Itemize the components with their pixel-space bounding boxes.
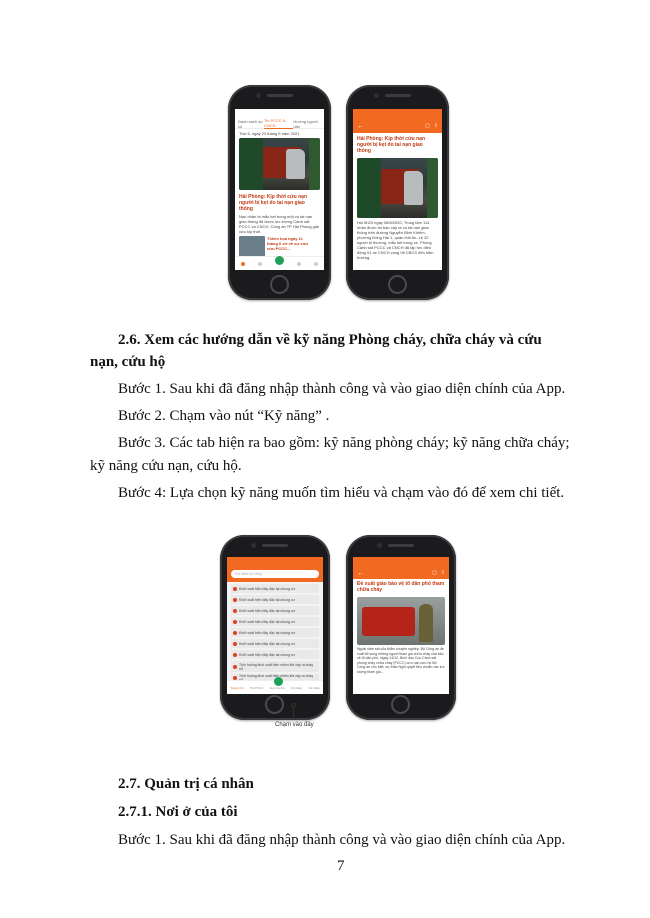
step-4-text: Bước 4: Lựa chọn kỹ năng muốn tìm hiểu và chạm vào đó để xem chi tiết. (118, 485, 565, 501)
skill-detail-screen (353, 557, 449, 694)
tab-call-rescue[interactable]: Gọi cứu hộ (269, 685, 285, 690)
skill-item[interactable]: Khởi xuất hiện đây đặc tại chung cư (231, 584, 319, 593)
detail-headline: Hải Phòng: Kịp thời cứu nạn người bị kẹt do tai nạn giao thông (357, 136, 426, 154)
back-arrow-icon[interactable]: ← (357, 569, 364, 577)
callout-dot (291, 703, 296, 708)
home-button (391, 695, 410, 714)
news-tabs (235, 119, 324, 129)
skill-item[interactable]: Khởi xuất hiện đây đặc tại chung cư (231, 650, 319, 659)
skill-item[interactable]: Tình huống khói xuất hiện nhiều khi xảy ra cháy (231, 674, 319, 681)
tab-news[interactable]: Tin PCCC & CNCH (264, 118, 293, 129)
news-headline[interactable]: Hải Phòng: Kịp thời cứu nạn người bị kẹt do tai nạn giao thông (239, 194, 308, 212)
phone-news-detail (346, 85, 449, 300)
phone-news-list (228, 85, 331, 300)
share-icon[interactable]: ⇪ (440, 570, 445, 576)
callout-line (293, 706, 294, 720)
section-heading-2-6: 2.6. Xem các hướng dẫn về kỹ năng Phòng cháy, chữa cháy và cứu (118, 332, 542, 348)
step-2-text: Bước 2. Chạm vào nút “Kỹ năng” . (118, 408, 330, 424)
back-arrow-icon[interactable]: ← (357, 122, 364, 130)
news-detail-screen (353, 109, 442, 270)
tab-news[interactable]: Tin PCCC (249, 685, 264, 690)
skills-search-input[interactable]: Tìm kiếm kỹ năng (231, 570, 319, 578)
detail-image (357, 158, 438, 218)
phone-skills-list (220, 535, 330, 720)
callout-label: Chạm vào đây (275, 722, 314, 728)
news-list-screen (235, 109, 324, 270)
share-icon[interactable]: ⇪ (433, 123, 438, 129)
section-heading-2-6-cont: nạn, cứu hộ (90, 354, 166, 370)
skills-screen (227, 557, 323, 694)
skills-tab-icon[interactable] (297, 262, 301, 266)
bookmark-icon[interactable]: ▢ (432, 570, 437, 576)
home-tab-icon[interactable] (241, 262, 245, 266)
bookmark-icon[interactable]: ▢ (425, 123, 430, 129)
skill-item[interactable]: Khởi xuất hiện đây đặc tại chung cư (231, 639, 319, 648)
page-number: 7 (337, 858, 345, 874)
tab-incidents[interactable]: Danh sách sự cố (238, 118, 263, 129)
detail-body: Hồi 8h23 ngày 08/6/2020, Trung tâm 114 nhận được tin báo xảy ra vụ tai nạn giao thông trên đường Nguyễn Bỉnh Khiêm, phường Đông Hải 1, quận Hải An. Lệ 32 người bị thương, mắc kẹt trong xe. Phòng Cảnh sát PCCC và CNCH đã lập tức điều động 01 xe CNCH cùng 06 CBCS đến hiện trường. (357, 220, 434, 260)
profile-tab-icon[interactable] (314, 262, 318, 266)
skill-detail-image (357, 597, 445, 645)
tab-home[interactable]: Trang chủ (230, 685, 244, 690)
skill-detail-headline: Đề xuất giáo báo vệ tổ dân phố tham chữa cháy (357, 581, 445, 593)
tab-guides[interactable]: Hướng người dân (293, 118, 318, 129)
home-button (270, 275, 289, 294)
skill-item[interactable]: Khởi xuất hiện đây đặc tại chung cư (231, 595, 319, 604)
tab-profile[interactable]: Cá nhân (308, 685, 320, 690)
skill-item[interactable]: Khởi xuất hiện đây đặc tại chung cư (231, 606, 319, 615)
tab-skills[interactable]: Kỹ năng (291, 685, 303, 690)
home-button (265, 695, 284, 714)
home-button (388, 275, 407, 294)
call-rescue-button[interactable] (275, 256, 284, 265)
news-image[interactable] (239, 138, 320, 190)
section-heading-2-7: 2.7. Quản trị cá nhân (118, 776, 254, 792)
news-tab-icon[interactable] (258, 262, 262, 266)
step-1-text-2-7: Bước 1. Sau khi đã đăng nhập thành công và vào giao diện chính của App. (118, 832, 566, 848)
news-second-headline[interactable]: Thiêm họa ngày 11 tháng 6 xử về sự cứu cứu PCCC... (267, 236, 308, 251)
step-3-text: Bước 3. Các tab hiện ra bao gồm: kỹ năng phòng cháy; kỹ năng chữa cháy; (118, 435, 570, 451)
detail-header (353, 119, 442, 133)
sub-heading-2-7-1: 2.7.1. Nơi ở của tôi (118, 804, 238, 820)
step-3-text-cont: kỹ năng cứu nạn, cứu hộ. (90, 458, 242, 474)
skill-item[interactable]: Khởi xuất hiện đây đặc tại chung cư (231, 617, 319, 626)
skill-item[interactable]: Khởi xuất hiện đây đặc tại chung cư (231, 628, 319, 637)
skill-item[interactable]: Tình huống khói xuất hiện nhiều khi xảy ra cháy nổ (231, 661, 319, 672)
bottom-tab-bar (235, 256, 324, 270)
skill-detail-body: Ngoài năm sát của thẩm chuyên nghiệp, Bộ Công an đề xuất bổ sung những người tham gia chữa cháy của bảo vệ tổ dân phố. Ngày 14/12, Bình đạo Cục Cảnh sát phòng cháy chữa cháy (PCCC) cứu nạn cứu hộ Bộ Công an cho biết, dự thảo Nghị quyết tiêu chuẩn các lực lượng tham gia... (357, 647, 445, 674)
news-summary: Nạn nhân bị mắc kẹt trong một vụ tai nạn giao thông đã được lực lượng Cảnh sát PCCC và CNCH, Công an TP Hải Phòng giải cứu kịp thời. (239, 214, 319, 234)
step-1-text: Bước 1. Sau khi đã đăng nhập thành công và vào giao diện chính của App. (118, 381, 566, 397)
phone-skill-detail (346, 535, 456, 720)
call-rescue-fab[interactable] (274, 677, 283, 686)
news-date: Thứ 6, ngày 23 tháng 6 năm 2021 (239, 131, 300, 136)
detail-header (353, 567, 449, 579)
